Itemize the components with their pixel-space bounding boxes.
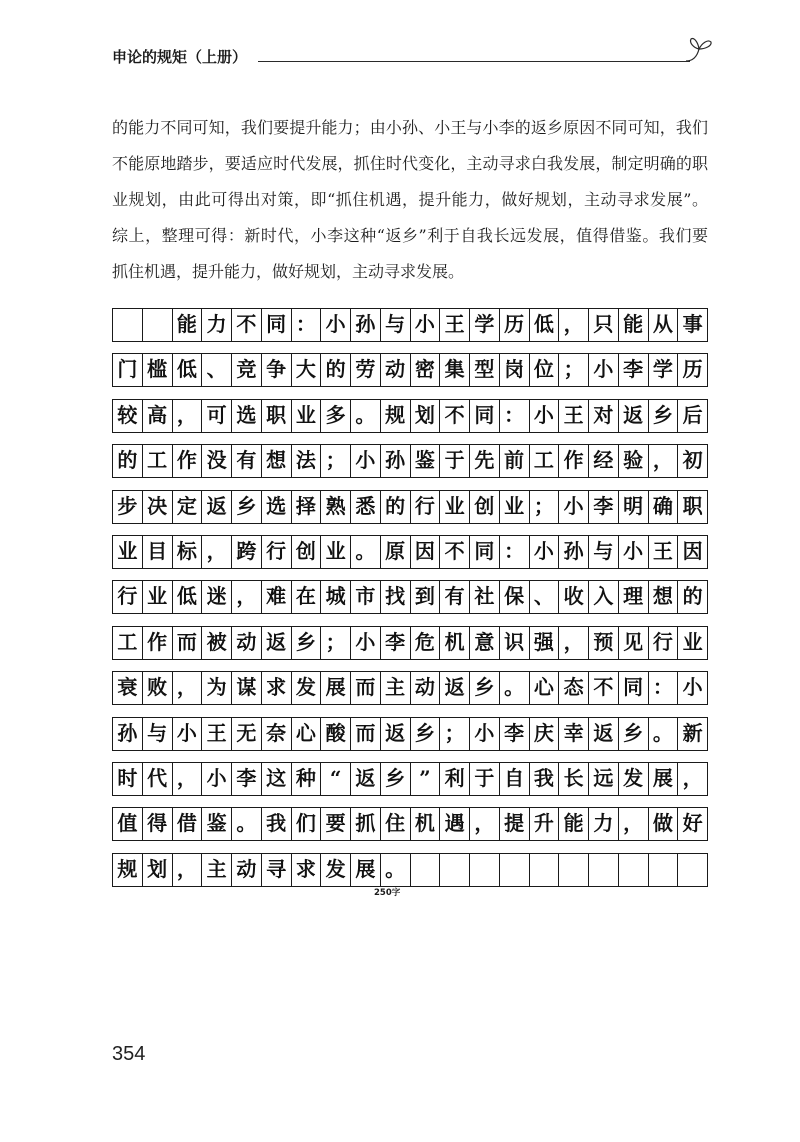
grid-cell: 好: [677, 808, 707, 840]
grid-cell: 槛: [142, 354, 172, 386]
grid-cell: 乡: [618, 718, 648, 750]
grid-cell: 理: [618, 581, 648, 613]
grid-cell: 不: [439, 400, 469, 432]
grid-cell: 无: [231, 718, 261, 750]
grid-cell: 后: [677, 400, 707, 432]
grid-cell: 密: [410, 354, 440, 386]
grid-row: [112, 535, 708, 569]
grid-cell-empty: [648, 854, 678, 886]
grid-cell: 划: [142, 854, 172, 886]
grid-cell: 市: [350, 581, 380, 613]
grid-cell: 返: [380, 718, 410, 750]
grid-cell: 发: [618, 763, 648, 795]
paragraph-line: 的能力不同可知，我们要提升能力；由小孙、小王与小李的返乡原因不同可知，我们: [112, 118, 708, 137]
grid-row: [112, 444, 708, 478]
grid-cell: 行: [648, 627, 678, 659]
grid-cell: 小: [320, 309, 350, 341]
grid-cell: 小: [677, 672, 707, 704]
grid-cell: 而: [350, 672, 380, 704]
grid-cell: 被: [201, 627, 231, 659]
grid-cell: 这: [261, 763, 291, 795]
grid-cell: 经: [588, 445, 618, 477]
grid-cell: 返: [588, 718, 618, 750]
grid-cell: 步: [117, 493, 138, 518]
grid-cell: 发: [291, 672, 321, 704]
grid-cell-empty: [677, 854, 707, 886]
grid-cell: 小: [618, 536, 648, 568]
grid-cell: 鉴: [410, 445, 440, 477]
grid-cell-empty: [499, 854, 529, 886]
grid-cell: 同: [618, 672, 648, 704]
running-header: [0, 0, 800, 70]
grid-cell: 李: [499, 718, 529, 750]
grid-cell: 业: [291, 400, 321, 432]
grid-cell: ；: [529, 491, 559, 523]
grid-cell: 李: [588, 491, 618, 523]
grid-row: [112, 853, 708, 887]
grid-cell: 学: [648, 354, 678, 386]
grid-cell: 不: [588, 672, 618, 704]
grid-cell: 机: [410, 808, 440, 840]
grid-cell: 求: [291, 854, 321, 886]
grid-cell: 乡: [469, 672, 499, 704]
grid-cell: 的: [677, 581, 707, 613]
grid-cell: 时: [117, 765, 138, 790]
grid-cell: 长: [558, 763, 588, 795]
grid-cell: 同: [469, 536, 499, 568]
grid-cell: 历: [499, 309, 529, 341]
grid-cell: 想: [648, 581, 678, 613]
grid-cell: 法: [291, 445, 321, 477]
grid-cell: 孙: [117, 720, 138, 745]
grid-cell: 可: [201, 400, 231, 432]
grid-cell: 工: [529, 445, 559, 477]
grid-cell: 小: [469, 718, 499, 750]
grid-cell: 较: [117, 402, 138, 427]
grid-cell: 我: [261, 808, 291, 840]
grid-cell: ，: [172, 854, 202, 886]
grid-cell: ，: [231, 581, 261, 613]
grid-cell: 小: [558, 491, 588, 523]
grid-cell: 能: [618, 309, 648, 341]
grid-row: [112, 671, 708, 705]
grid-cell: 不: [231, 309, 261, 341]
grid-cell: ，: [558, 627, 588, 659]
grid-cell: 寻: [261, 854, 291, 886]
grid-cell: 遇: [439, 808, 469, 840]
grid-cell: ”: [410, 763, 440, 795]
grid-cell: 有: [231, 445, 261, 477]
grid-cell: 职: [677, 491, 707, 523]
grid-cell: 集: [439, 354, 469, 386]
grid-cell: ，: [172, 400, 202, 432]
grid-cell: 动: [380, 354, 410, 386]
grid-cell: 为: [201, 672, 231, 704]
grid-cell: 悉: [350, 491, 380, 523]
grid-cell: 提: [499, 808, 529, 840]
grid-cell: 返: [201, 491, 231, 523]
grid-cell: ；: [320, 627, 350, 659]
grid-cell: 心: [291, 718, 321, 750]
grid-cell: 选: [261, 491, 291, 523]
grid-cell: 小: [529, 400, 559, 432]
grid-row: [112, 762, 708, 796]
grid-cell: 幸: [558, 718, 588, 750]
grid-cell-empty: [113, 309, 142, 341]
header-rule: [258, 61, 690, 62]
grid-cell: 于: [439, 445, 469, 477]
grid-cell: 利: [439, 763, 469, 795]
grid-cell: 低: [172, 354, 202, 386]
grid-cell: 王: [648, 536, 678, 568]
grid-cell: 奈: [261, 718, 291, 750]
grid-cell: 强: [529, 627, 559, 659]
grid-cell: 展: [648, 763, 678, 795]
grid-cell: 。: [231, 808, 261, 840]
grid-cell: 学: [469, 309, 499, 341]
grid-row: [112, 807, 708, 841]
grid-cell: 、: [201, 354, 231, 386]
grid-cell-empty: [588, 854, 618, 886]
grid-cell: 行: [410, 491, 440, 523]
book-title: 申论的规矩（上册）: [112, 48, 248, 66]
grid-cell: 识: [499, 627, 529, 659]
grid-cell: 动: [231, 854, 261, 886]
grid-row: [112, 580, 708, 614]
grid-cell: 创: [469, 491, 499, 523]
grid-cell: 前: [499, 445, 529, 477]
grid-cell: 迷: [201, 581, 231, 613]
grid-cell: 展: [350, 854, 380, 886]
grid-cell: 返: [350, 763, 380, 795]
grid-cell: 。: [499, 672, 529, 704]
grid-cell: 孙: [380, 445, 410, 477]
grid-cell: 作: [558, 445, 588, 477]
grid-cell: 小: [529, 536, 559, 568]
grid-row: [112, 490, 708, 524]
grid-cell: “: [320, 763, 350, 795]
grid-cell: 确: [648, 491, 678, 523]
page-number: 354: [112, 1043, 146, 1065]
grid-cell: 因: [677, 536, 707, 568]
answer-grid: [112, 308, 708, 908]
grid-cell: 而: [350, 718, 380, 750]
grid-cell: 位: [529, 354, 559, 386]
grid-cell: 入: [588, 581, 618, 613]
grid-cell: 与: [380, 309, 410, 341]
grid-cell: ，: [648, 445, 678, 477]
grid-cell: 动: [231, 627, 261, 659]
grid-cell: 李: [231, 763, 261, 795]
grid-cell: 升: [529, 808, 559, 840]
grid-cell: 态: [558, 672, 588, 704]
grid-cell: 只: [588, 309, 618, 341]
grid-cell: 因: [410, 536, 440, 568]
grid-cell: 小: [350, 627, 380, 659]
grid-cell: 主: [201, 854, 231, 886]
grid-cell: 王: [201, 718, 231, 750]
word-count-marker: 250字: [374, 888, 401, 898]
grid-cell: 门: [117, 357, 138, 382]
grid-cell: 岗: [499, 354, 529, 386]
grid-cell: ，: [201, 536, 231, 568]
grid-cell: 借: [172, 808, 202, 840]
grid-cell: 做: [648, 808, 678, 840]
grid-cell: 小: [350, 445, 380, 477]
grid-cell: ：: [499, 400, 529, 432]
grid-cell: 作: [142, 627, 172, 659]
grid-cell: 败: [142, 672, 172, 704]
grid-cell: 力: [588, 808, 618, 840]
grid-cell: 。: [380, 854, 410, 886]
grid-cell: 的: [117, 448, 138, 473]
grid-cell: 庆: [529, 718, 559, 750]
grid-cell: 原: [380, 536, 410, 568]
grid-cell: ；: [320, 445, 350, 477]
grid-cell: 找: [380, 581, 410, 613]
grid-cell: 乡: [380, 763, 410, 795]
grid-cell: 业: [117, 538, 138, 563]
grid-cell: 验: [618, 445, 648, 477]
grid-cell: 同: [261, 309, 291, 341]
grid-cell: 种: [291, 763, 321, 795]
grid-cell: 跨: [231, 536, 261, 568]
grid-cell: 业: [142, 581, 172, 613]
grid-cell: 业: [320, 536, 350, 568]
grid-cell: 小: [172, 718, 202, 750]
grid-cell: 展: [320, 672, 350, 704]
grid-cell: 得: [142, 808, 172, 840]
grid-cell: 大: [291, 354, 321, 386]
paragraph-line: 综上，整理可得：新时代，小李这种“返乡”利于自我长远发展，值得借鉴。我们要: [112, 226, 708, 245]
grid-cell: 划: [410, 400, 440, 432]
grid-cell-empty: [410, 854, 440, 886]
grid-cell: 工: [142, 445, 172, 477]
grid-cell: 作: [172, 445, 202, 477]
grid-cell: 求: [261, 672, 291, 704]
grid-cell: 王: [558, 400, 588, 432]
grid-cell: 返: [618, 400, 648, 432]
grid-cell: 型: [469, 354, 499, 386]
grid-cell: 衰: [117, 675, 138, 700]
grid-cell: 熟: [320, 491, 350, 523]
grid-cell: 代: [142, 763, 172, 795]
grid-row: [112, 308, 708, 342]
grid-cell: 能: [172, 309, 202, 341]
grid-cell: 规: [380, 400, 410, 432]
grid-cell: 要: [320, 808, 350, 840]
grid-cell: 先: [469, 445, 499, 477]
grid-cell: 小: [201, 763, 231, 795]
grid-cell: 。: [350, 536, 380, 568]
grid-cell: ，: [618, 808, 648, 840]
grid-cell: 决: [142, 491, 172, 523]
grid-cell: ，: [172, 672, 202, 704]
grid-row: [112, 626, 708, 660]
paragraph-line: 不能原地踏步，要适应时代发展，抓住时代变化，主动寻求白我发展，制定明确的职: [112, 154, 708, 173]
grid-cell: 社: [469, 581, 499, 613]
grid-cell: 李: [618, 354, 648, 386]
grid-row: [112, 353, 708, 387]
grid-cell: 住: [380, 808, 410, 840]
grid-cell: 主: [380, 672, 410, 704]
grid-cell: 明: [618, 491, 648, 523]
grid-cell: 动: [410, 672, 440, 704]
grid-row: [112, 717, 708, 751]
grid-cell: 谋: [231, 672, 261, 704]
grid-cell: 初: [677, 445, 707, 477]
grid-cell: 预: [588, 627, 618, 659]
grid-cell: 抓: [350, 808, 380, 840]
grid-cell: 择: [291, 491, 321, 523]
grid-cell: 创: [291, 536, 321, 568]
grid-cell: ：: [499, 536, 529, 568]
grid-cell: 到: [410, 581, 440, 613]
grid-cell: 于: [469, 763, 499, 795]
grid-cell: 能: [558, 808, 588, 840]
grid-cell: 新: [677, 718, 707, 750]
grid-cell: 乡: [410, 718, 440, 750]
grid-cell: 鉴: [201, 808, 231, 840]
grid-cell: 标: [172, 536, 202, 568]
grid-cell: 想: [261, 445, 291, 477]
grid-cell: 值: [117, 811, 138, 836]
paragraph-line: 业规划，由此可得出对策，即“抓住机遇，提升能力，做好规划，主动寻求发展”。: [112, 190, 708, 209]
grid-cell: 城: [320, 581, 350, 613]
grid-cell: 王: [439, 309, 469, 341]
grid-cell: 选: [231, 400, 261, 432]
grid-cell: 多: [320, 400, 350, 432]
grid-cell-empty: [558, 854, 588, 886]
grid-cell: 、: [529, 581, 559, 613]
grid-cell: 事: [677, 309, 707, 341]
paragraph-line: 抓住机遇，提升能力，做好规划，主动寻求发展。: [112, 262, 465, 281]
grid-cell: 力: [201, 309, 231, 341]
grid-cell: 从: [648, 309, 678, 341]
grid-cell: ：: [648, 672, 678, 704]
grid-cell: 低: [172, 581, 202, 613]
grid-cell-empty: [618, 854, 648, 886]
grid-cell: 而: [172, 627, 202, 659]
grid-cell: 没: [201, 445, 231, 477]
grid-cell: 乡: [231, 491, 261, 523]
grid-cell: ：: [291, 309, 321, 341]
grid-cell: 行: [117, 584, 138, 609]
grid-cell: 工: [117, 629, 138, 654]
grid-cell: 孙: [350, 309, 380, 341]
grid-cell: 危: [410, 627, 440, 659]
grid-cell: 保: [499, 581, 529, 613]
grid-cell: ，: [469, 808, 499, 840]
grid-cell: 意: [469, 627, 499, 659]
grid-cell: 自: [499, 763, 529, 795]
grid-cell-empty: [529, 854, 559, 886]
grid-cell: 在: [291, 581, 321, 613]
grid-cell: 小: [588, 354, 618, 386]
grid-cell: 返: [261, 627, 291, 659]
grid-cell: 职: [261, 400, 291, 432]
grid-cell: 们: [291, 808, 321, 840]
grid-cell: 不: [439, 536, 469, 568]
grid-cell: 的: [320, 354, 350, 386]
grid-cell: 目: [142, 536, 172, 568]
grid-cell: 有: [439, 581, 469, 613]
grid-cell: 争: [261, 354, 291, 386]
grid-cell: 业: [439, 491, 469, 523]
grid-cell: 心: [529, 672, 559, 704]
grid-cell: 返: [439, 672, 469, 704]
grid-row: [112, 399, 708, 433]
grid-cell: 李: [380, 627, 410, 659]
grid-cell: 与: [142, 718, 172, 750]
grid-cell: 难: [261, 581, 291, 613]
grid-cell: 定: [172, 491, 202, 523]
grid-cell: 。: [648, 718, 678, 750]
grid-cell-empty: [469, 854, 499, 886]
grid-cell: 同: [469, 400, 499, 432]
grid-cell-empty: [439, 854, 469, 886]
sprout-icon: [684, 34, 714, 64]
grid-cell: 收: [558, 581, 588, 613]
grid-cell: ；: [439, 718, 469, 750]
grid-cell: 行: [261, 536, 291, 568]
grid-cell: 对: [588, 400, 618, 432]
grid-cell: ，: [677, 763, 707, 795]
grid-cell: 发: [320, 854, 350, 886]
grid-cell: ，: [558, 309, 588, 341]
grid-cell: 业: [499, 491, 529, 523]
grid-cell: ；: [558, 354, 588, 386]
grid-cell: 低: [529, 309, 559, 341]
grid-cell: 劳: [350, 354, 380, 386]
grid-cell: 竞: [231, 354, 261, 386]
grid-cell-empty: [142, 309, 172, 341]
grid-cell: 乡: [648, 400, 678, 432]
grid-cell: 孙: [558, 536, 588, 568]
grid-cell: 与: [588, 536, 618, 568]
body-paragraph: [112, 110, 708, 290]
grid-cell: 的: [380, 491, 410, 523]
grid-cell: 小: [410, 309, 440, 341]
grid-cell: 我: [529, 763, 559, 795]
grid-cell: 业: [677, 627, 707, 659]
grid-cell: 乡: [291, 627, 321, 659]
grid-cell: 酸: [320, 718, 350, 750]
grid-cell: 机: [439, 627, 469, 659]
grid-cell: 远: [588, 763, 618, 795]
grid-cell: ，: [172, 763, 202, 795]
grid-cell: 高: [142, 400, 172, 432]
grid-cell: 历: [677, 354, 707, 386]
grid-cell: 。: [350, 400, 380, 432]
grid-cell: 见: [618, 627, 648, 659]
grid-cell: 规: [117, 856, 138, 881]
